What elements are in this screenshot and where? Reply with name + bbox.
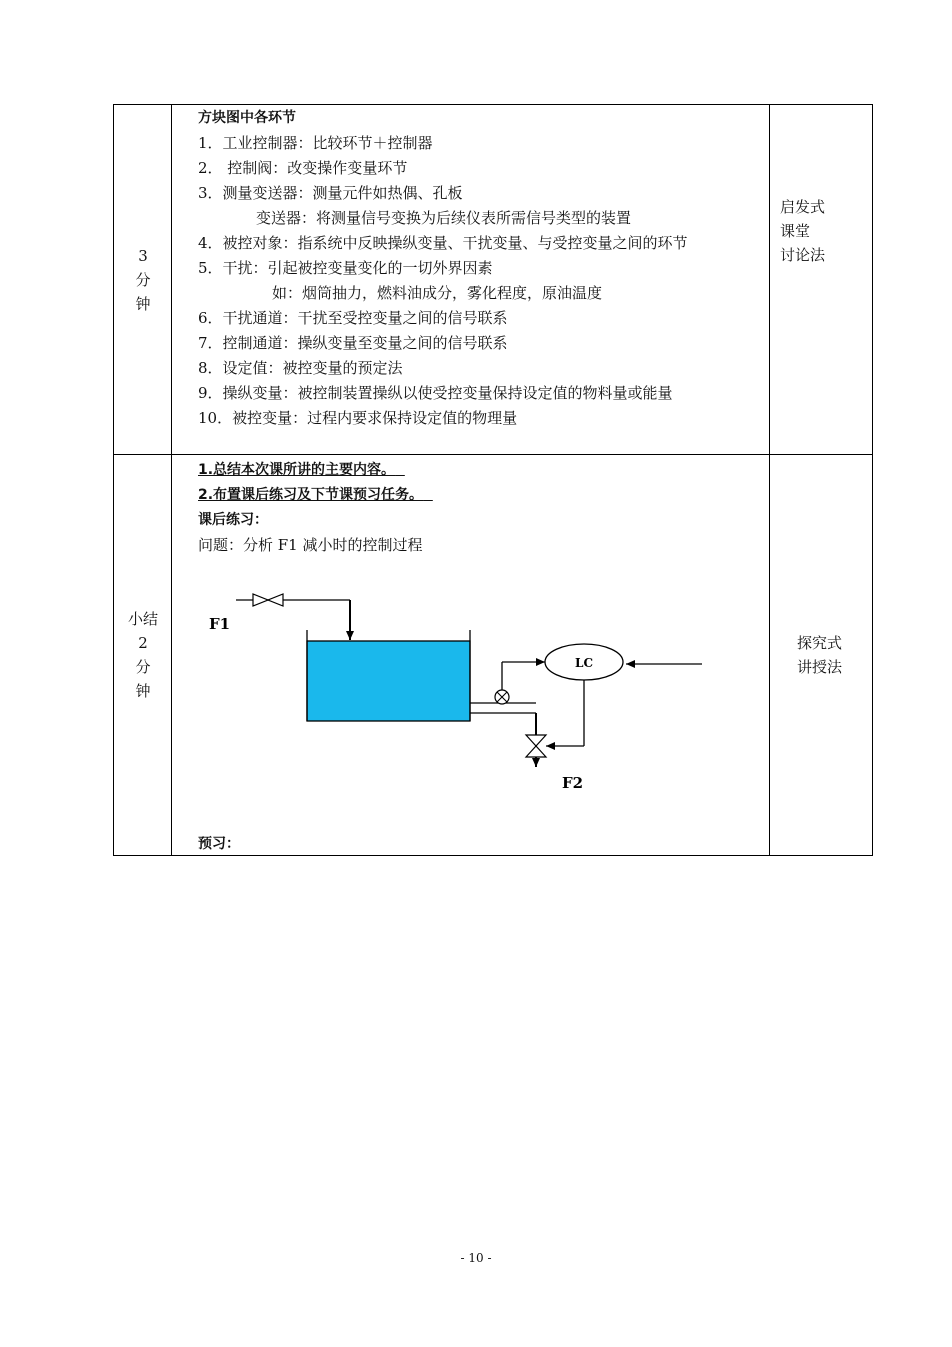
method-text: 启发式 [780,198,826,216]
list-item: 6．干扰通道：干扰至受控变量之间的信号联系 [198,309,508,327]
outlet-valve-icon [526,735,546,757]
inlet-valve-icon [253,594,283,606]
list-item: 1．工业控制器：比较环节＋控制器 [198,134,433,152]
preview-label: 预习： [198,836,240,852]
list-item: 7．控制通道：操纵变量至变量之间的信号联系 [198,334,508,352]
section-heading: 方块图中各环节 [198,110,296,126]
list-item: 4．被控对象：指系统中反映操纵变量、干扰变量、与受控变量之间的环节 [198,234,688,252]
f1-label: F1 [209,615,231,633]
row2-method-cell [770,631,900,679]
time-text: 分 [135,271,151,289]
level-control-diagram [200,575,720,790]
row2-time-cell [114,607,172,703]
lesson-table [113,104,873,856]
list-item: 10．被控变量：过程内要求保持设定值的物理量 [198,409,518,427]
row-divider [114,454,872,455]
row1-method-cell [770,195,883,267]
row1-content [198,106,688,431]
list-item: 5．干扰：引起被控变量变化的一切外界因素 [198,259,493,277]
method-text: 讲授法 [797,658,843,676]
time-text: 分 [135,658,151,676]
summary-line: 2.布置课后练习及下节课预习任务。 [198,487,424,503]
list-item: 3．测量变送器：测量元件如热偶、孔板 [198,184,463,202]
f2-label: F2 [562,774,584,790]
time-text: 2 [138,634,148,652]
method-text: 课堂 [780,222,811,240]
method-text: 探究式 [797,634,843,652]
list-item: 变送器：将测量信号变换为后续仪表所需信号类型的装置 [256,209,632,227]
controller-label: LC [575,656,593,670]
method-text: 讨论法 [780,246,826,264]
page-number: - 10 - [460,1251,492,1265]
row2-content [198,458,433,558]
time-text: 3 [138,247,148,265]
list-item: 8．设定值：被控变量的预定法 [198,359,403,377]
exercise-heading: 课后练习： [198,512,268,528]
time-text: 小结 [127,610,158,628]
list-item: 如：烟筒抽力，燃料油成分，雾化程度，原油温度 [272,284,603,302]
tank [307,641,470,721]
column-divider [171,105,172,855]
exercise-question: 问题：分析 F1 减小时的控制过程 [198,536,423,554]
summary-line: 1.总结本次课所讲的主要内容。 [198,462,396,478]
row1-time-cell [114,244,172,316]
list-item: 9．操纵变量：被控制装置操纵以使受控变量保持设定值的物料量或能量 [198,384,673,402]
time-text: 钟 [135,295,151,313]
list-item: 2． 控制阀：改变操作变量环节 [198,159,408,177]
time-text: 钟 [135,682,151,700]
